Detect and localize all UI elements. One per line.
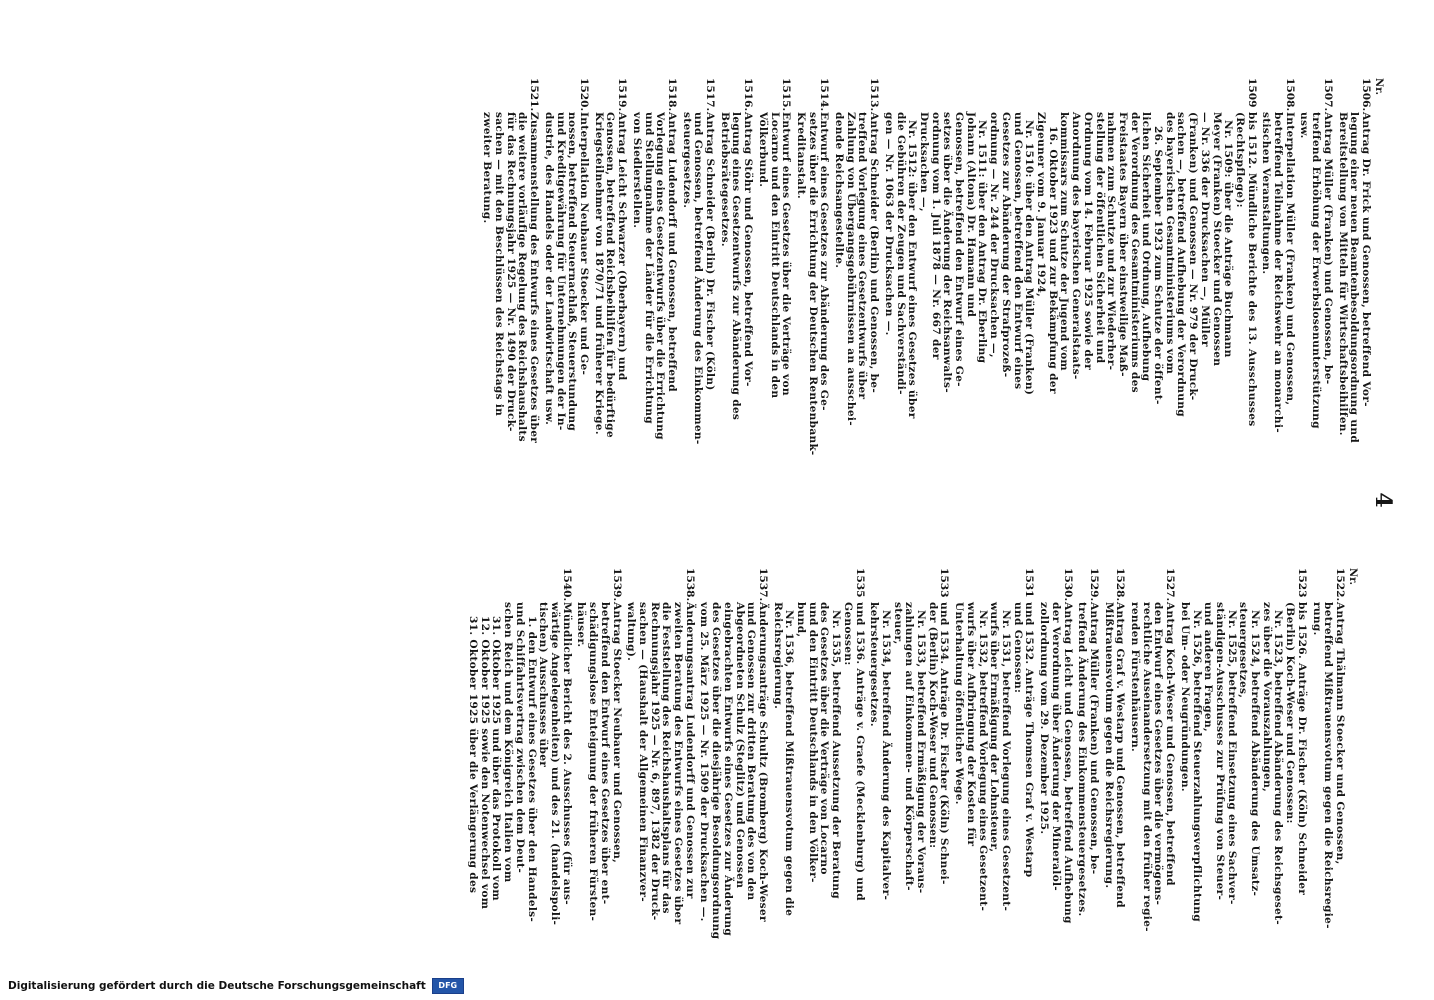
entry-text: [953, 602, 1035, 988]
agenda-entry: [1178, 568, 1307, 988]
entry-line: Gesetzes zur Abänderung der Strafprozeß-: [999, 112, 1012, 378]
entry-line: legung eines Gesetzentwurfs zur Abänderung des: [730, 112, 743, 421]
entry-line: Genossen, betreffend den Entwurf eines Ge-: [953, 112, 966, 387]
entry-line: nossen, betreffend Steuernachlaß, Steuerstundung: [566, 112, 579, 432]
entry-line: Nr. 1524, betreffend Abänderung des Umsatz-: [1249, 610, 1262, 897]
agenda-entry: [718, 78, 753, 498]
agenda-entry: [481, 78, 540, 498]
entry-number: 1527.: [1164, 568, 1177, 602]
entry-line: Nr. 1525, betreffend Einsetzung eines Sachver-: [1225, 610, 1238, 905]
entry-line: Völkerbund.: [756, 112, 769, 188]
entry-line: bis 1526. Anträge Dr. Fischer (Köln) Schneider: [1295, 602, 1308, 896]
entry-line: des Gesetzes über die Verträge von Locarno: [818, 602, 831, 875]
entry-line: Locarno und den Eintritt Deutschlands in den: [768, 112, 781, 399]
entry-line: Mündlicher Bericht des 2. Ausschusses (für aus-: [560, 602, 573, 905]
entry-line: und 1536. Anträge v. Graefe (Mecklenburg) und: [853, 602, 866, 901]
agenda-entry: [575, 568, 622, 988]
left-entry-list: [481, 78, 1371, 498]
entry-text: [1178, 602, 1307, 988]
entry-line: Antrag Schneider (Berlin) Dr. Fischer (Köln): [704, 112, 717, 391]
entry-number: 1531: [1023, 568, 1036, 598]
agenda-entry: [625, 568, 695, 988]
entry-line: 12. Oktober 1925 sowie den Notenwechsel vom: [478, 616, 491, 910]
entry-text: [1298, 112, 1333, 498]
agenda-entry: [698, 568, 768, 988]
entry-line: treffend Vorlegung eines Gesetzentwurfs über: [856, 112, 869, 400]
entry-text: [1037, 602, 1072, 988]
entry-line: die Feststellung des Reichshaushaltsplans für das: [660, 602, 673, 914]
entry-line: wärtige Angelegenheiten) und des 21. (handelspoli-: [549, 602, 561, 926]
entry-line: treffend Änderung des Einkommensteuergesetzes.: [1076, 602, 1089, 917]
entry-line: bis 1512. Mündliche Berichte des 13. Ausschusses: [1245, 112, 1258, 427]
entry-line: Änderungsantrag Ludendorff und Genossen zur: [683, 602, 696, 899]
agenda-entry: [1076, 568, 1099, 988]
entry-text: [698, 602, 768, 988]
entry-line: und Genossen, betreffend Änderung des Einkommen-: [692, 112, 705, 445]
entry-number: 1539.: [610, 568, 623, 602]
entry-line: ordnung — Nr. 244 der Drucksachen —,: [988, 112, 1001, 358]
entry-line: Nr. 1536, betreffend Mißtrauensvotum gegen die: [783, 610, 796, 917]
entry-line: 16. Oktober 1923 und zur Bekämpfung der: [1046, 126, 1059, 394]
entry-line: schen Reich und dem Königreich Italien vom: [502, 602, 515, 883]
entry-line: Meyer (Franken) Stoecker und Genossen: [1210, 112, 1223, 367]
entry-line: Zusammenstellung des Entwurfs eines Gesetzes über: [528, 112, 541, 444]
entry-line: und Schiffahrtsvertrag zwischen dem Deut-: [513, 602, 526, 874]
entry-line: — Nr. 336 der Drucksachen —, Müller: [1198, 112, 1211, 347]
agenda-entry: [1310, 568, 1345, 988]
agenda-entry: [794, 78, 829, 498]
entry-number: 1522.: [1334, 568, 1346, 602]
entry-text: [882, 112, 1257, 498]
entry-line: steuergesetzes,: [1237, 602, 1250, 699]
entry-line: Entwurf eines Gesetzes über die Verträge von: [780, 112, 793, 396]
entry-line: und den Eintritt Deutschlands in den Völker-: [806, 602, 819, 883]
entry-line: Nr. 1533, betreffend Ermäßigung der Voraus-: [915, 610, 928, 894]
entry-number: 1506.: [1360, 78, 1372, 112]
entry-number: 1515.: [780, 78, 793, 112]
agenda-entry: [1336, 78, 1371, 498]
entry-line: und 1534. Anträge Dr. Fischer (Köln) Schnei-: [938, 602, 951, 885]
entry-text: [1260, 112, 1295, 498]
entry-line: waltung).: [625, 602, 638, 662]
entry-line: und anderen Fragen,: [1202, 602, 1215, 732]
entry-text: [771, 602, 865, 988]
entry-line: und Genossen, betreffend den Entwurf eines: [1011, 112, 1024, 390]
entry-number: 1518.: [665, 78, 678, 112]
agenda-entry: [680, 78, 715, 498]
entry-line: zollordnung vom 29. Dezember 1925.: [1038, 602, 1051, 835]
entry-line: Kriegsteilnehmer von 1870/71 und früherer Kriege.: [592, 112, 605, 435]
entry-line: Antrag Koch-Weser und Genossen, betreffend: [1164, 602, 1177, 886]
entry-line: bund,: [795, 602, 808, 638]
entry-line: Rechnungsjahr 1925 — Nr. 6, 897, 1382 der Druck-: [648, 602, 661, 921]
entry-line: Antrag Leicht und Genossen, betreffend Aufhebung: [1061, 602, 1074, 924]
entry-line: (Berlin) Koch-Weser und Genossen:: [1284, 602, 1297, 824]
entry-line: nahmen zum Schutze und zur Wiederher-: [1105, 112, 1118, 371]
entry-line: setzes über die Errichtung der Deutschen Rentenbank-: [806, 112, 819, 456]
entry-text: [542, 112, 589, 498]
entry-line: Nr. 1523, betreffend Abänderung des Reichsgeset-: [1272, 610, 1285, 925]
agenda-entry: [882, 78, 1257, 498]
entry-line: usw.: [1298, 112, 1311, 139]
agenda-entry: [771, 568, 865, 988]
entry-number: 1517.: [704, 78, 717, 112]
entry-line: Mißtrauensvotum gegen die Reichsregierung.: [1102, 602, 1115, 889]
entry-line: bei Um- oder Neugründungen.: [1178, 602, 1191, 792]
entry-line: von Siedlerstellen.: [630, 112, 643, 229]
entry-line: Ordnung vom 14. Februar 1925 sowie der: [1081, 112, 1094, 371]
entry-line: rung.: [1310, 602, 1323, 636]
entry-line: kehrsteuergesetzes.: [868, 602, 881, 727]
entry-line: des bayerischen Gesamtministeriums vom: [1163, 112, 1176, 375]
footer: [8, 978, 464, 994]
entry-line: wurfs über Aufbringung der Kosten für: [964, 602, 977, 847]
column-header-right: Nr.: [1347, 568, 1358, 585]
entry-text: [680, 112, 715, 498]
entry-number: 1530.: [1061, 568, 1074, 602]
entry-text: [718, 112, 753, 498]
entry-text: [832, 112, 879, 498]
entry-line: Reichsregierung.: [771, 602, 784, 710]
entry-line: Antrag Graf v. Westarp und Genossen, betreffend: [1114, 602, 1127, 908]
entry-number: 1535: [853, 568, 866, 598]
entry-line: Genossen:: [841, 602, 854, 666]
entry-line: Antrag Stöhr und Genossen, betreffend Vor-: [742, 112, 755, 387]
entry-line: Abgeordneten Schulz (Steglitz) und Genossen: [733, 602, 746, 889]
entry-number: 1523: [1295, 568, 1308, 598]
entry-text: [630, 112, 677, 498]
entry-number: 1513.: [868, 78, 881, 112]
entry-line: ständigen-Ausschusses zur Prüfung von Steuer-: [1213, 602, 1226, 901]
entry-line: und Genossen zur dritten Beratung des von den: [745, 602, 758, 901]
entry-line: 26. September 1923 zum Schutze der öffent-: [1152, 126, 1165, 405]
agenda-entry: [466, 568, 571, 988]
entry-number: 1519.: [616, 78, 629, 112]
entry-line: renden Fürstenhäusern.: [1129, 602, 1142, 753]
entry-line: Nr. 1510: über den Antrag Müller (Franken): [1023, 120, 1036, 396]
entry-line: sachen — mit den Beschlüssen des Reichstags in: [493, 112, 506, 417]
entry-line: der Verordnung des Gesamtministeriums des: [1128, 112, 1141, 393]
entry-line: zweiter Beratung.: [481, 112, 494, 224]
entry-line: Nr. 1532, betreffend Vorlegung eines Gesetzent-: [976, 610, 989, 912]
entry-line: Johann (Altona) Dr. Hamann und: [964, 112, 977, 318]
entry-line: betreffend den Entwurf eines Gesetzes über ent-: [598, 602, 611, 905]
entry-text: [481, 112, 540, 498]
entry-number: 1520.: [578, 78, 590, 112]
entry-text: [625, 602, 695, 988]
entry-line: ordnung vom 1. Juli 1878 — Nr. 667 der: [929, 112, 942, 360]
entry-line: und 1532. Anträge Thomsen Graf v. Westarp: [1023, 602, 1036, 878]
entry-text: [868, 602, 950, 988]
agenda-entry: [1037, 568, 1072, 988]
entry-line: den Entwurf eines Gesetzes über die vermögens-: [1152, 602, 1165, 906]
entry-line: betreffend Mißtrauensvotum gegen die Reichsregie-: [1322, 602, 1335, 929]
entry-line: treffend Erhöhung der Erwerbslosenunterstützung: [1310, 112, 1323, 429]
entry-line: zahlungen auf Einkommen- und Körperschaft-: [903, 602, 916, 891]
entry-number: 1521.: [528, 78, 541, 112]
entry-line: Nr. 1534, betreffend Änderung des Kapitalver-: [879, 610, 892, 901]
entry-line: eingebrachten Entwurfs eines Gesetzes zur Änderung: [721, 602, 734, 937]
entry-line: 1. den Entwurf eines Gesetzes über den Handels-: [525, 616, 538, 923]
entry-line: Betriebsrätegesetzes.: [718, 112, 731, 247]
entry-line: Bereitstellung von Mitteln für Wirtschaftsbeihilfen.: [1336, 112, 1349, 436]
entry-line: und Genossen:: [1011, 602, 1024, 694]
entry-line: und Kreditgewährung für Unternehmungen der In-: [554, 112, 567, 431]
entry-number: 1508.: [1283, 78, 1296, 112]
entry-line: Unterhaltung öffentlicher Wege.: [953, 602, 966, 805]
entry-text: [1128, 602, 1175, 988]
entry-line: vom 25. März 1925 — Nr. 1509 der Drucksachen —.: [698, 602, 711, 922]
entry-number: 1533: [938, 568, 951, 598]
entry-line: Antrag Thälmann Stoecker und Genossen,: [1334, 602, 1346, 865]
entry-number: 1514.: [818, 78, 831, 112]
entry-line: 31. Oktober 1925 über die Verlängerung des: [467, 616, 480, 894]
entry-line: Entwurf eines Gesetzes zur Abänderung des Ge-: [818, 112, 831, 411]
entry-number: 1528.: [1114, 568, 1127, 602]
entry-line: zes über die Vorauszahlungen,: [1260, 602, 1273, 793]
dfg-logo: DFG: [432, 978, 464, 994]
agenda-entry: [630, 78, 677, 498]
entry-line: Kreditanstalt.: [794, 112, 807, 199]
entry-number: 1507.: [1321, 78, 1334, 112]
entry-line: (Rechtspflege):: [1233, 112, 1246, 208]
entry-line: sachen — (Haushalt der Allgemeinen Finanzver-: [636, 602, 649, 902]
entry-line: gen — Nr. 1063 der Drucksachen —.: [882, 112, 895, 336]
entry-line: der (Berlin) Koch-Weser und Genossen:: [926, 602, 939, 849]
entry-number: 1509: [1245, 78, 1258, 108]
entry-line: Antrag Leicht Schwarzer (Oberbayern) und: [616, 112, 629, 381]
entry-line: Antrag Schneider (Berlin) und Genossen, be-: [868, 112, 881, 394]
entry-line: sachen —, betreffend Aufhebung der Verordnung: [1175, 112, 1188, 417]
entry-line: Anordnung des bayerischen Generalstaats-: [1070, 112, 1083, 380]
entry-line: kommissars zum Schutze der Jugend vom: [1058, 112, 1071, 371]
entry-line: stellung der öffentlichen Sicherheit und: [1093, 112, 1106, 364]
entry-text: [1102, 602, 1125, 988]
footer-text: Digitalisierung gefördert durch die Deutsche Forschungsgemeinschaft: [8, 980, 426, 992]
entry-line: Nr. 1535, betreffend Aussetzung der Beratung: [830, 610, 843, 900]
entry-text: [1076, 602, 1099, 988]
entry-text: [592, 112, 627, 498]
entry-line: Nr. 1526, betreffend Steuerzahlungsverpflichtung: [1190, 610, 1203, 922]
agenda-entry: [832, 78, 879, 498]
entry-line: die Gebühren der Zeugen und Sachverständi-: [894, 112, 907, 395]
entry-line: steuergesetzes.: [680, 112, 693, 209]
entry-line: zweiten Beratung des Entwurfs eines Gesetzes über: [672, 602, 685, 925]
entry-text: [756, 112, 791, 498]
entry-line: dende Reichsangestellte.: [833, 112, 846, 269]
entry-line: häuser.: [575, 602, 588, 648]
entry-line: (Franken) und Genossen — Nr. 979 der Druck-: [1187, 112, 1200, 401]
agenda-entry: [1298, 78, 1333, 498]
entry-line: Zahlung von Übergangsgebührnissen an ausschei-: [844, 112, 857, 426]
entry-number: 1540.: [560, 568, 573, 602]
entry-line: 31. Oktober 1925 und über das Protokoll vom: [490, 616, 503, 901]
entry-line: die weitere vorläufige Regelung des Reichshaushalts: [516, 112, 529, 442]
agenda-entry: [953, 568, 1035, 988]
entry-number: 1516.: [742, 78, 755, 112]
agenda-entry: [542, 78, 589, 498]
entry-line: des Gesetzes über die diesjährige Besoldungsordnung: [710, 602, 723, 940]
entry-line: Zigeuner vom 9. Januar 1924,: [1035, 112, 1048, 298]
agenda-entry: [1102, 568, 1125, 988]
entry-text: [794, 112, 829, 498]
entry-line: Antrag Dr. Frick und Genossen, betreffend Vor-: [1360, 112, 1372, 407]
entry-line: Antrag Ludendorff und Genossen, betreffend: [665, 112, 678, 392]
entry-line: Interpellation Müller (Franken) und Genossen,: [1283, 112, 1296, 406]
entry-line: Interpellation Neubauer Stoecker und Ge-: [578, 112, 590, 376]
entry-text: [575, 602, 622, 988]
entry-line: Freistaates Bayern über einstweilige Maß-: [1116, 112, 1129, 377]
entry-line: rechtliche Auseinandersetzung mit den früher regie-: [1140, 602, 1153, 932]
entry-line: Nr. 1511: über den Antrag Dr. Eberling: [976, 120, 989, 364]
left-column: [478, 78, 1384, 498]
entry-line: steuer,: [891, 602, 904, 645]
entry-text: [466, 602, 571, 988]
entry-line: lichen Sicherheit und Ordnung, Aufhebung: [1140, 112, 1153, 382]
entry-line: Nr. 1512: über den Entwurf eines Gesetzes über: [906, 120, 919, 419]
entry-number: 1529.: [1087, 568, 1100, 602]
agenda-entry: [868, 568, 950, 988]
entry-line: Änderungsanträge Schultz (Bromberg) Koch-Weser: [756, 602, 769, 922]
entry-line: Antrag Müller (Franken) und Genossen, be-: [1087, 602, 1100, 875]
right-entry-list: [466, 568, 1345, 988]
entry-line: Nr. 1531, betreffend Vorlegung eines Gesetzent-: [1000, 610, 1013, 912]
entry-line: Antrag Stoecker Neubauer und Genossen,: [610, 602, 623, 864]
column-header-left: Nr.: [1373, 78, 1384, 95]
entry-line: legung einer neuen Beamtenbesoldungsordnung und: [1348, 112, 1361, 444]
entry-line: wurfs über Ermäßigung der Lohnsteuer,: [988, 602, 1001, 853]
entry-number: 1537.: [756, 568, 769, 602]
entry-number: 1538.: [683, 568, 696, 602]
entry-line: Nr. 1509: über die Anträge Buchmann: [1222, 120, 1235, 358]
agenda-entry: [1260, 78, 1295, 498]
entry-text: [1336, 112, 1371, 498]
agenda-entry: [756, 78, 791, 498]
entry-line: stischen Veranstaltungen.: [1260, 112, 1273, 275]
agenda-entry: [592, 78, 627, 498]
entry-line: Vorlegung eines Gesetzentwurfs über die Errichtung: [654, 112, 667, 440]
entry-line: dustrie, des Handels oder der Landwirtschaft usw.: [542, 112, 555, 426]
entry-line: und Stellungnahme der Länder für die Errichtung: [642, 112, 655, 425]
right-column: [463, 568, 1358, 988]
entry-line: Antrag Müller (Franken) und Genossen, be-: [1321, 112, 1334, 385]
entry-line: schädigungslose Enteignung der früheren Fürsten-: [587, 602, 600, 922]
entry-text: [1310, 602, 1345, 988]
entry-line: der Verordnung über Änderung der Mineralöl-: [1049, 602, 1062, 891]
entry-line: für das Rechnungsjahr 1925 — Nr. 1490 der Druck-: [504, 112, 517, 432]
entry-line: Drucksachen —,: [917, 112, 930, 212]
agenda-entry: [1128, 568, 1175, 988]
entry-line: tischen) Ausschusses über: [537, 602, 550, 768]
entry-line: setzes über die Änderung der Reichsanwalts-: [941, 112, 954, 393]
entry-line: Genossen, betreffend Reichsbeihilfen für bedürftige: [604, 112, 617, 438]
page-number: 4: [1370, 492, 1396, 508]
entry-line: betreffend Teilnahme der Reichswehr an monarchi-: [1272, 112, 1285, 433]
